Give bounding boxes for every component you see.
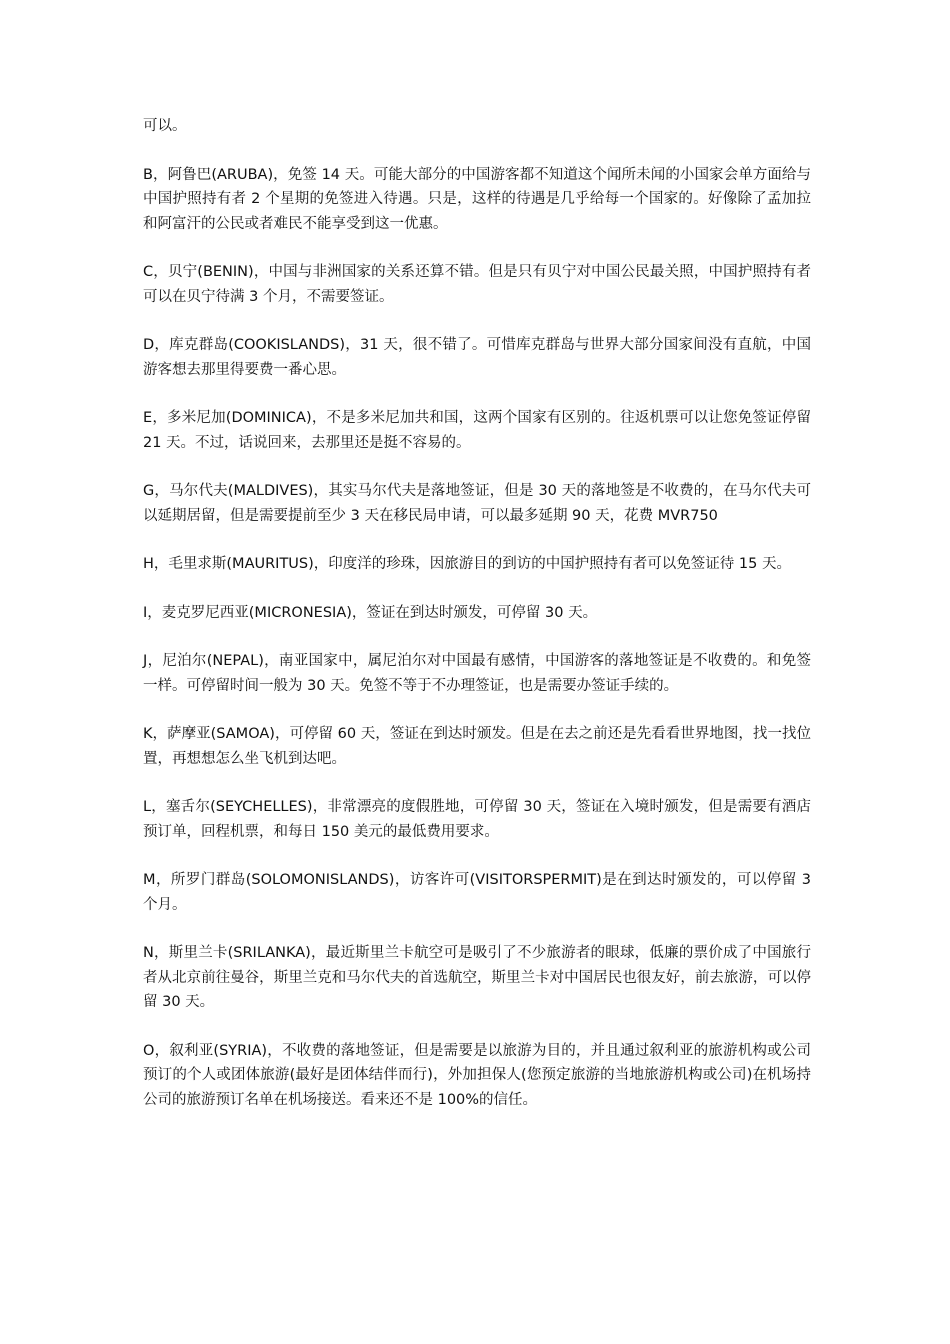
paragraph-benin: C，贝宁(BENIN)，中国与非洲国家的关系还算不错。但是只有贝宁对中国公民最关照，中国护照持有者可以在贝宁待满 3 个月，不需要签证。: [143, 264, 811, 305]
paragraph-cook-islands: D，库克群岛(COOKISLANDS)，31 天，很不错了。可惜库克群岛与世界大部分国家间没有直航，中国游客想去那里得要费一番心思。: [143, 337, 811, 378]
paragraph-nepal: J，尼泊尔(NEPAL)，南亚国家中，属尼泊尔对中国最有感情，中国游客的落地签证是不收费的。和免签一样。可停留时间一般为 30 天。免签不等于不办理签证，也是需要办签证手续的。: [143, 653, 811, 694]
paragraph-samoa: K，萨摩亚(SAMOA)，可停留 60 天，签证在到达时颁发。但是在去之前还是先看看世界地图，找一找位置，再想想怎么坐飞机到达吧。: [143, 726, 811, 767]
paragraph-dominica: E，多米尼加(DOMINICA)，不是多米尼加共和国，这两个国家有区别的。往返机票可以让您免签证停留 21 天。不过，话说回来，去那里还是挺不容易的。: [143, 410, 811, 451]
paragraph-syria: O，叙利亚(SYRIA)，不收费的落地签证，但是需要是以旅游为目的，并且通过叙利亚的旅游机构或公司预订的个人或团体旅游(最好是团体结伴而行)，外加担保人(您预定旅游的当地旅游机构或公司)在机场持公司的旅游预订名单在机场接送。看来还不是 100%的信任。: [143, 1042, 811, 1108]
paragraph-micronesia: I，麦克罗尼西亚(MICRONESIA)，签证在到达时颁发，可停留 30 天。: [143, 604, 598, 621]
document-body: [143, 114, 811, 1136]
paragraph-maldives: G，马尔代夫(MALDIVES)，其实马尔代夫是落地签证，但是 30 天的落地签是不收费的，在马尔代夫可以延期居留，但是需要提前至少 3 天在移民局申请，可以最多延期 90 天，花费 MVR750: [143, 483, 811, 524]
paragraph-aruba: B，阿鲁巴(ARUBA)，免签 14 天。可能大部分的中国游客都不知道这个闻所未闻的小国家会单方面给与中国护照持有者 2 个星期的免签进入待遇。只是，这样的待遇是几乎给每一个国家的。好像除了孟加拉和阿富汗的公民或者难民不能享受到这一优惠。: [143, 166, 811, 232]
paragraph-continuation: 可以。: [143, 118, 187, 134]
paragraph-mauritius: H，毛里求斯(MAURITUS)，印度洋的珍珠，因旅游目的到访的中国护照持有者可以免签证待 15 天。: [143, 556, 791, 572]
paragraph-sri-lanka: N，斯里兰卡(SRILANKA)，最近斯里兰卡航空可是吸引了不少旅游者的眼球，低廉的票价成了中国旅行者从北京前往曼谷，斯里兰克和马尔代夫的首选航空，斯里兰卡对中国居民也很友好，前去旅游，可以停留 30 天。: [143, 945, 811, 1010]
paragraph-solomon-islands: M，所罗门群岛(SOLOMONISLANDS)，访客许可(VISITORSPERMIT)是在到达时颁发的，可以停留 3 个月。: [143, 872, 811, 913]
paragraph-seychelles: L，塞舌尔(SEYCHELLES)，非常漂亮的度假胜地，可停留 30 天，签证在入境时颁发，但是需要有酒店预订单，回程机票，和每日 150 美元的最低费用要求。: [143, 799, 811, 840]
